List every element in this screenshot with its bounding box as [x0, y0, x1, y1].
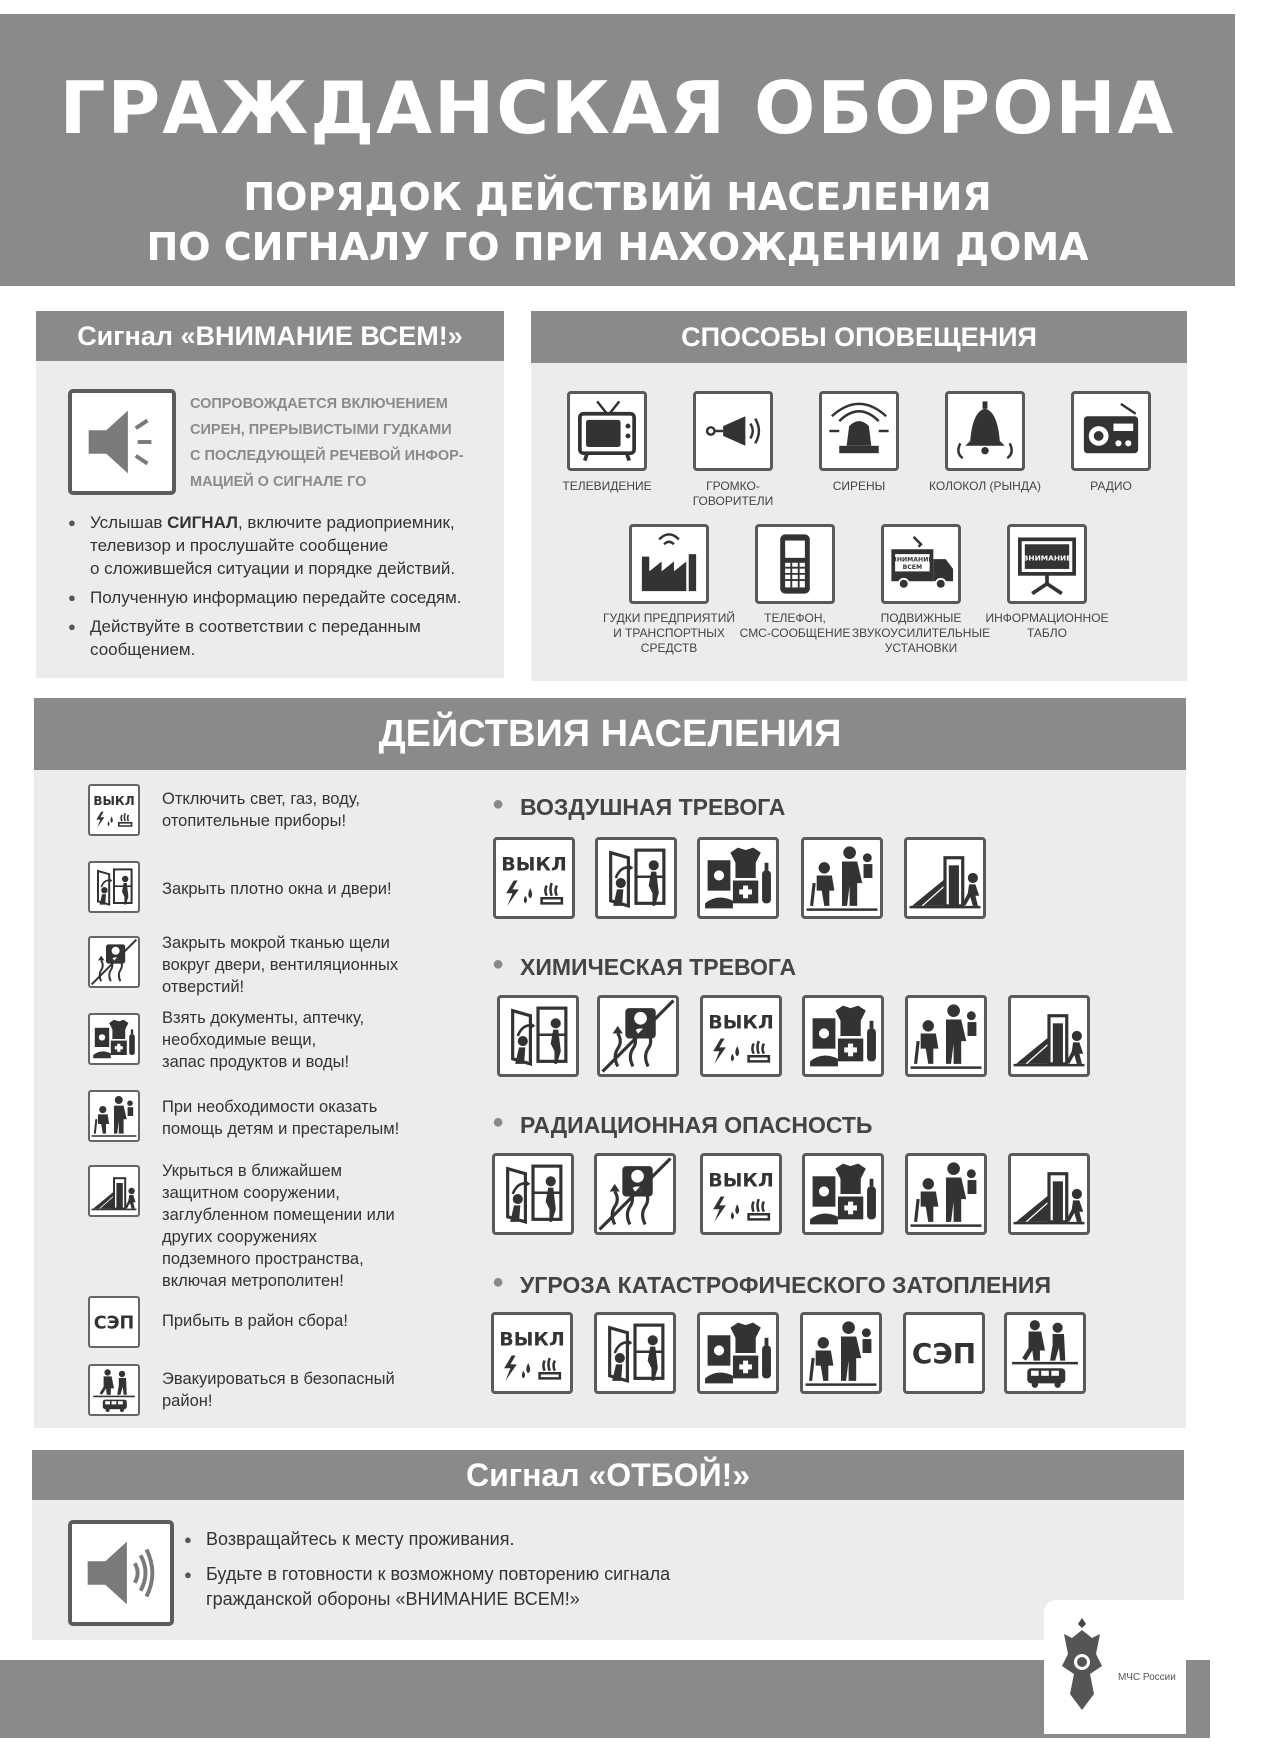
footer-bar: [0, 1660, 1210, 1738]
action-text-seal: [162, 932, 432, 998]
action-line: запас продуктов и воды!: [162, 1053, 350, 1071]
attention-bullet-3-line2: сообщением.: [90, 640, 196, 659]
method-caption-line: СРЕДСТВ: [640, 641, 698, 655]
method-caption: [599, 611, 739, 656]
close-window-icon: [594, 1312, 676, 1394]
action-line: Закрыть мокрой тканью щели: [162, 934, 390, 952]
off-icon: [88, 784, 140, 836]
seal-gaps-icon: [597, 995, 679, 1077]
shelter-icon: [904, 837, 986, 919]
method-caption: [851, 611, 991, 656]
truck-label-1: ВНИМАНИЕ: [892, 556, 933, 564]
truck-label-2: ВСЕМ: [902, 563, 923, 571]
notify-heading: СПОСОБЫ ОПОВЕЩЕНИЯ: [531, 311, 1187, 363]
attention-bullet-1-bold: СИГНАЛ: [167, 513, 238, 532]
method-caption-line: ТЕЛЕВИДЕНИЕ: [562, 479, 652, 493]
method-caption: [977, 611, 1117, 641]
factory-icon: [629, 524, 709, 604]
action-text-evacuate: [162, 1368, 432, 1412]
method-caption-line: ЗВУКОУСИЛИТЕЛЬНЫЕ: [851, 626, 991, 640]
close-window-icon: [88, 861, 140, 913]
attention-bullet-1: [90, 511, 455, 580]
action-line: вокруг двери, вентиляционных: [162, 956, 399, 974]
close-window-icon: [497, 995, 579, 1077]
action-line: Взять документы, аптечку,: [162, 1009, 365, 1027]
action-line: подземного пространства,: [162, 1250, 364, 1268]
allclear-heading: Сигнал «ОТБОЙ!»: [32, 1450, 1184, 1500]
category-chemical: ● ХИМИЧЕСКАЯ ТРЕВОГА: [520, 954, 796, 981]
action-text-shelter: [162, 1160, 432, 1292]
sep-icon: [88, 1296, 140, 1348]
method-caption-line: ТАБЛО: [1026, 626, 1068, 640]
action-line: Прибыть в район сбора!: [162, 1312, 348, 1330]
allclear-bullet-1-text: Возвращайтесь к месту проживания.: [206, 1529, 515, 1549]
loudspeaker-icon: [693, 391, 773, 471]
shelter-icon: [1008, 1153, 1090, 1235]
method-caption-line: И ТРАНСПОРТНЫХ: [613, 626, 725, 640]
off-icon: [700, 995, 782, 1077]
action-line: других сооружениях: [162, 1228, 317, 1246]
method-caption: [1041, 479, 1181, 494]
actions-heading: ДЕЙСТВИЯ НАСЕЛЕНИЯ: [34, 698, 1186, 770]
category-radiation: ● РАДИАЦИОННАЯ ОПАСНОСТЬ: [520, 1112, 872, 1139]
attention-panel: [36, 311, 504, 678]
attention-bullet-2: [90, 586, 462, 609]
evacuate-icon: [88, 1364, 140, 1416]
speaker-icon: [68, 389, 176, 495]
method-caption-line: СИРЕНЫ: [832, 479, 886, 493]
footer-logo-text: МЧС России: [1118, 1672, 1176, 1683]
method-caption: [663, 479, 803, 509]
attention-bullet-3-line1: Действуйте в соответствии с переданным: [90, 617, 421, 636]
allclear-bullet-1: [206, 1528, 514, 1551]
attention-bullet-1-line2: телевизор и прослушайте сообщение: [90, 536, 389, 555]
shelter-icon: [1008, 995, 1090, 1077]
action-text-sep: [162, 1310, 432, 1332]
notify-panel: [531, 311, 1187, 681]
allclear-bullet-2: [206, 1562, 670, 1612]
category-flood: ● УГРОЗА КАТАСТРОФИЧЕСКОГО ЗАТОПЛЕНИЯ: [520, 1272, 1051, 1299]
attention-bullet-1-suffix: , включите радиоприемник,: [237, 513, 455, 532]
action-line: заглубленном помещении или: [162, 1206, 395, 1224]
action-line: Закрыть плотно окна и двери!: [162, 880, 392, 898]
action-line: Отключить свет, газ, воду,: [162, 790, 360, 808]
help-people-icon: [905, 995, 987, 1077]
truck-icon: [881, 524, 961, 604]
method-caption-line: ТЕЛЕФОН,: [764, 611, 826, 625]
sep-icon: [903, 1312, 985, 1394]
action-text-supplies: [162, 1007, 432, 1073]
board-label: ВНИМАНИЕ: [1022, 553, 1072, 563]
tv-icon: [567, 391, 647, 471]
page-title: ГРАЖДАНСКАЯ ОБОРОНА: [59, 66, 1176, 150]
page-subtitle-line1: ПОРЯДОК ДЕЙСТВИЙ НАСЕЛЕНИЯ: [243, 175, 992, 219]
help-people-icon: [88, 1090, 140, 1142]
seal-gaps-icon: [88, 936, 140, 988]
method-caption-line: КОЛОКОЛ (РЫНДА): [929, 479, 1041, 493]
method-caption-line: ГРОМКО-: [706, 479, 760, 493]
close-window-icon: [492, 1153, 574, 1235]
method-caption: [789, 479, 929, 494]
action-line: Эвакуироваться в безопасный: [162, 1370, 395, 1388]
method-caption-line: ГОВОРИТЕЛИ: [692, 494, 774, 508]
speaker-on-icon: [68, 1520, 174, 1626]
page-subtitle-line2: ПО СИГНАЛУ ГО ПРИ НАХОЖДЕНИИ ДОМА: [146, 225, 1089, 269]
evacuate-icon: [1004, 1312, 1086, 1394]
method-caption-line: ГУДКИ ПРЕДПРИЯТИЙ: [603, 611, 735, 625]
help-people-icon: [801, 837, 883, 919]
action-line: отверстий!: [162, 978, 245, 996]
attention-description-line: СОПРОВОЖДАЕТСЯ ВКЛЮЧЕНИЕМ: [190, 396, 448, 412]
method-caption: [915, 479, 1055, 494]
close-window-icon: [595, 837, 677, 919]
supplies-icon: [697, 1312, 779, 1394]
method-caption: [537, 479, 677, 494]
attention-description-line: МАЦИЕЙ О СИГНАЛЕ ГО: [190, 474, 367, 490]
attention-description: [190, 391, 464, 495]
action-line: При необходимости оказать: [162, 1098, 378, 1116]
supplies-icon: [802, 995, 884, 1077]
action-line: район!: [162, 1392, 213, 1410]
category-air-raid: ● ВОЗДУШНАЯ ТРЕВОГА: [520, 794, 785, 821]
allclear-panel: [32, 1450, 1184, 1640]
allclear-bullet-2-line2: гражданской обороны «ВНИМАНИЕ ВСЕМ!»: [206, 1589, 580, 1609]
attention-bullet-1-prefix: Услышав: [90, 513, 168, 532]
method-caption-line: СМС-СООБЩЕНИЕ: [739, 626, 851, 640]
method-caption-line: УСТАНОВКИ: [884, 641, 958, 655]
emercom-emblem-icon: [1060, 1614, 1104, 1714]
attention-description-line: СИРЕН, ПРЕРЫВИСТЫМИ ГУДКАМИ: [190, 422, 452, 438]
method-caption-line: РАДИО: [1090, 479, 1132, 493]
action-text-help: [162, 1096, 432, 1140]
siren-icon: [819, 391, 899, 471]
supplies-icon: [88, 1013, 140, 1065]
action-line: Укрыться в ближайшем: [162, 1162, 343, 1180]
off-icon: [700, 1153, 782, 1235]
action-line: включая метрополитен!: [162, 1272, 344, 1290]
off-icon: [491, 1312, 573, 1394]
attention-description-line: С ПОСЛЕДУЮЩЕЙ РЕЧЕВОЙ ИНФОР-: [190, 448, 464, 464]
action-line: помощь детям и престарелым!: [162, 1120, 400, 1138]
allclear-bullet-2-line1: Будьте в готовности к возможному повторению сигнала: [206, 1564, 671, 1584]
radio-icon: [1071, 391, 1151, 471]
seal-gaps-icon: [594, 1153, 676, 1235]
attention-bullet-2-text: Полученную информацию передайте соседям.: [90, 588, 462, 607]
attention-bullet-3: [90, 615, 421, 661]
shelter-icon: [88, 1165, 140, 1217]
supplies-icon: [697, 837, 779, 919]
method-caption-line: ПОДВИЖНЫЕ: [880, 611, 962, 625]
phone-icon: [755, 524, 835, 604]
method-caption-line: ИНФОРМАЦИОННОЕ: [985, 611, 1109, 625]
action-line: отопительные приборы!: [162, 812, 347, 830]
action-text-windows: [162, 878, 432, 900]
off-icon: [493, 837, 575, 919]
header-banner: [0, 14, 1235, 286]
board-icon: [1007, 524, 1087, 604]
help-people-icon: [800, 1312, 882, 1394]
supplies-icon: [802, 1153, 884, 1235]
method-caption: [725, 611, 865, 641]
action-line: защитном сооружении,: [162, 1184, 340, 1202]
footer-logo-area: [1044, 1600, 1186, 1734]
bell-icon: [945, 391, 1025, 471]
attention-bullet-1-line3: о сложившейся ситуации и порядке действий.: [90, 559, 456, 578]
action-line: необходимые вещи,: [162, 1031, 317, 1049]
help-people-icon: [905, 1153, 987, 1235]
action-text-off: [162, 788, 432, 832]
attention-heading: Сигнал «ВНИМАНИЕ ВСЕМ!»: [36, 311, 504, 361]
